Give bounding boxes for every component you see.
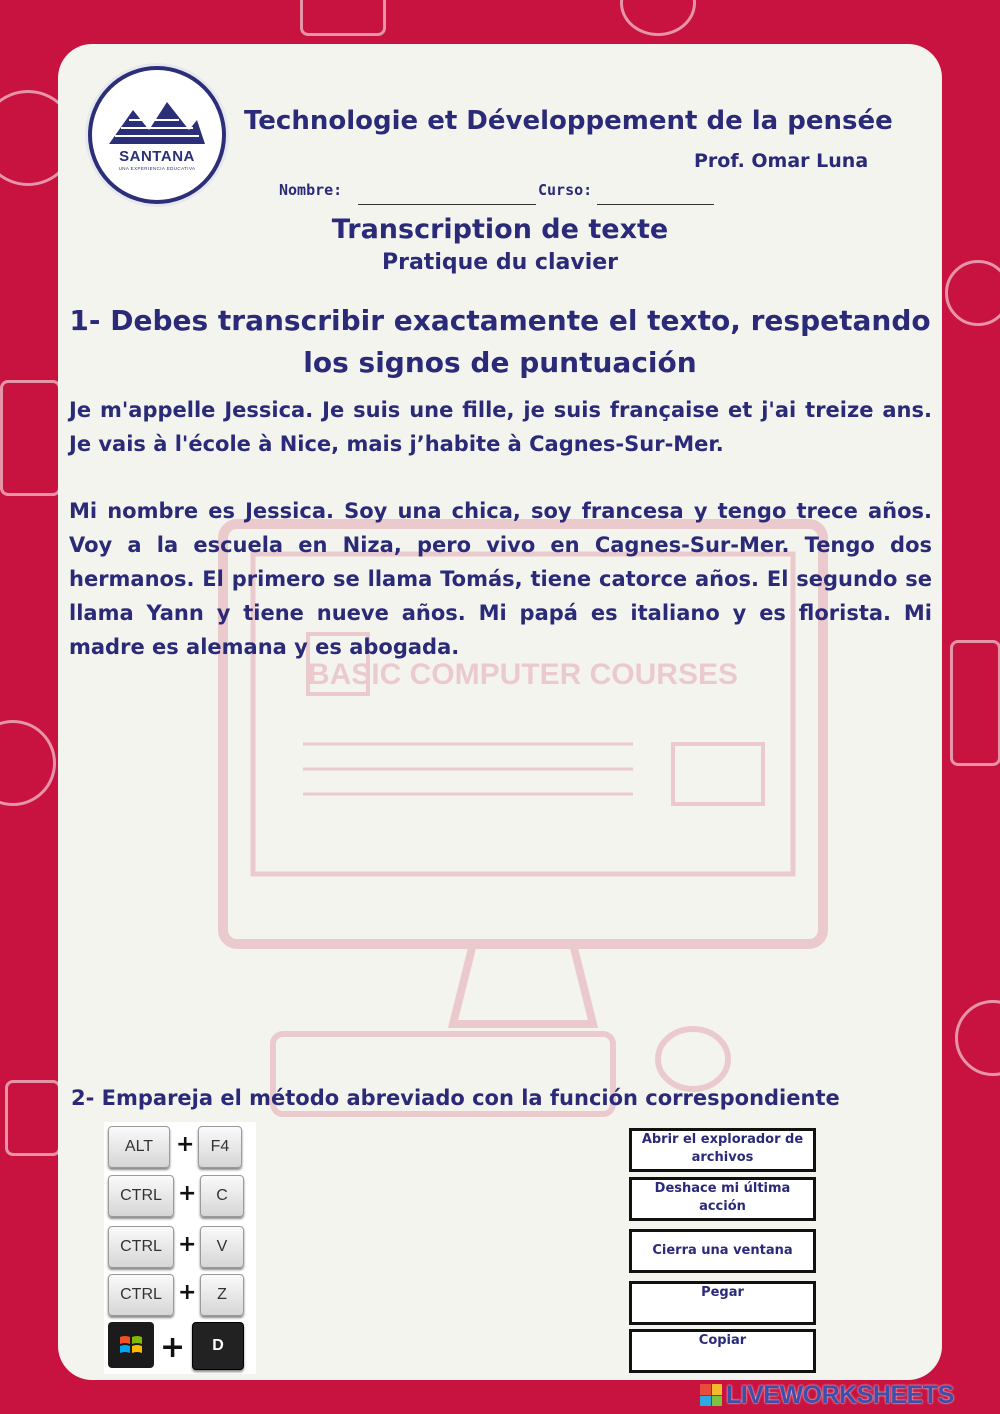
- answer-box[interactable]: Pegar: [629, 1281, 816, 1325]
- mountain-logo-icon: [109, 100, 205, 146]
- school-logo: [88, 66, 226, 204]
- answer-box[interactable]: Cierra una ventana: [629, 1229, 816, 1273]
- key-cap: CTRL: [108, 1274, 174, 1316]
- course-label: Curso:: [538, 181, 593, 199]
- exercise2-instruction: 2- Empareja el método abreviado con la función correspondiente: [71, 1086, 840, 1110]
- answer-box[interactable]: Abrir el explorador de archivos: [629, 1128, 816, 1172]
- key-cap: Z: [200, 1274, 244, 1316]
- plus-sign: +: [160, 1330, 186, 1365]
- logo-tagline: UNA EXPERIENCIA EDUCATIVA: [118, 165, 196, 171]
- spanish-paragraph: Mi nombre es Jessica. Soy una chica, soy francesa y tengo trece años. Voy a la escuela en Niza, pero vivo en Cagnes-Sur-Mer. Tengo dos hermanos. El primero se llama Tomás, tiene catorce años. El segundo se llama Yann y tiene nueve años. Mi papá es italiano y es florista. Mi madre es alemana y es abogada.: [69, 499, 932, 659]
- course-field[interactable]: [597, 204, 714, 205]
- key-cap: CTRL: [108, 1175, 174, 1217]
- plus-sign: +: [178, 1280, 197, 1305]
- key-cap: D: [192, 1322, 244, 1370]
- key-cap: ALT: [108, 1126, 170, 1168]
- answer-box[interactable]: Copiar: [629, 1329, 816, 1373]
- shortcut-row[interactable]: [106, 1274, 252, 1316]
- section-subtitle: Pratique du clavier: [381, 250, 619, 275]
- key-cap: C: [200, 1175, 244, 1217]
- key-cap: V: [200, 1226, 244, 1268]
- answer-box[interactable]: Deshace mi última acción: [629, 1177, 816, 1221]
- professor-name: Prof. Omar Luna: [694, 150, 869, 172]
- plus-sign: +: [178, 1232, 197, 1257]
- liveworksheets-badge-icon: [700, 1384, 722, 1406]
- shortcut-row[interactable]: [106, 1322, 252, 1370]
- shortcut-row[interactable]: [106, 1126, 252, 1168]
- section-title: Transcription de texte: [331, 214, 669, 245]
- shortcut-row[interactable]: [106, 1175, 252, 1217]
- key-cap: F4: [198, 1126, 242, 1168]
- worksheet-card: [58, 44, 942, 1380]
- plus-sign: +: [176, 1132, 195, 1157]
- plus-sign: +: [178, 1181, 197, 1206]
- shortcut-row[interactable]: [106, 1226, 252, 1268]
- shortcut-list: [104, 1122, 256, 1374]
- french-paragraph: Je m'appelle Jessica. Je suis une fille, je suis française et j'ai treize ans. Je vais à l'école à Nice, mais j’habite à Cagnes-Sur-Mer.: [69, 398, 932, 456]
- logo-name: SANTANA: [119, 147, 195, 165]
- name-field[interactable]: [358, 204, 536, 205]
- exercise1-instruction: 1- Debes transcribir exactamente el texto, respetando los signos de puntuación: [69, 304, 931, 379]
- liveworksheets-logo: [700, 1380, 994, 1410]
- page-title: Technologie et Développement de la pensée: [244, 106, 893, 136]
- name-label: Nombre:: [279, 181, 343, 199]
- watermark-text: BASIC COMPUTER COURSES: [307, 658, 739, 691]
- brand-text: LIVEWORKSHEETS: [726, 1380, 954, 1409]
- key-cap: CTRL: [108, 1226, 174, 1268]
- windows-logo-icon: [108, 1322, 154, 1368]
